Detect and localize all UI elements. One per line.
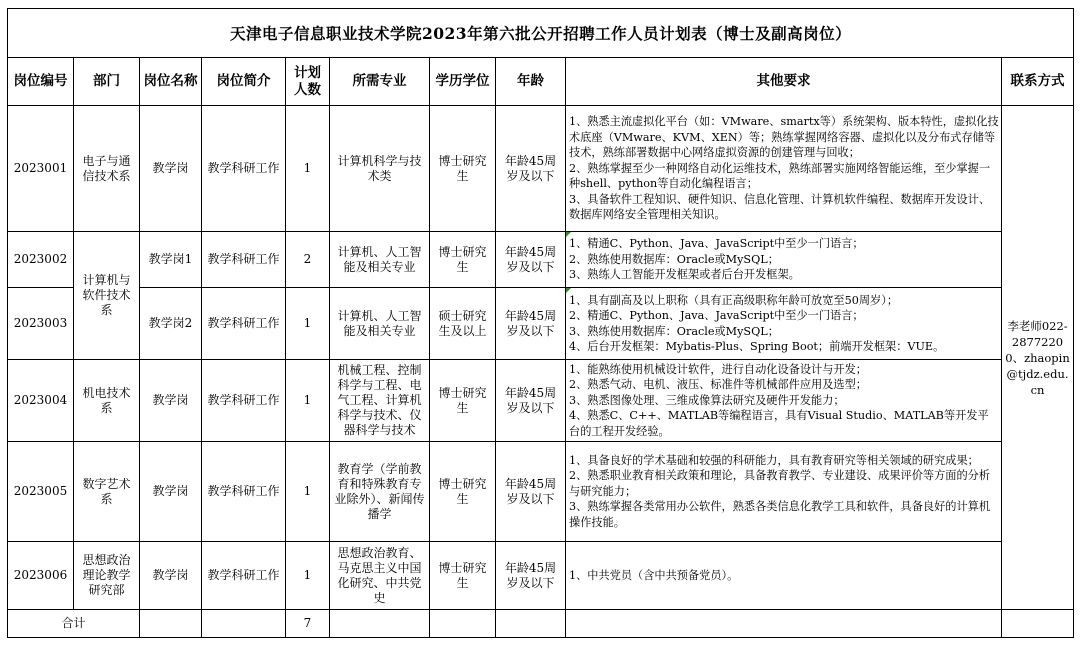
cell-requirements	[566, 442, 1002, 542]
requirement-line: 3、熟练人工智能开发框架或者后台开发框架。	[569, 268, 800, 282]
cell-name: 教学岗	[140, 360, 202, 442]
table-row	[8, 360, 1074, 442]
cell-requirements	[566, 106, 1002, 232]
cell-count: 1	[286, 442, 330, 542]
cell-degree: 博士研究生	[430, 360, 496, 442]
requirement-line: 1、精通C、Python、Java、JavaScript中至少一门语言；	[569, 237, 864, 251]
cell-intro: 教学科研工作	[202, 106, 286, 232]
table-title: 天津电子信息职业技术学院2023年第六批公开招聘工作人员计划表（博士及副高岗位）	[8, 9, 1074, 58]
requirement-line: 1、具备良好的学术基础和较强的科研能力，具有教育研究等相关领域的研究成果；	[569, 453, 979, 467]
requirement-line: 3、熟练使用数据库：Oracle或MySQL；	[569, 324, 779, 338]
cell-intro: 教学科研工作	[202, 232, 286, 288]
cell-code: 2023003	[8, 288, 74, 360]
requirement-line: 2、熟练使用数据库：Oracle或MySQL；	[569, 252, 779, 266]
cell-name: 教学岗2	[140, 288, 202, 360]
header-major: 所需专业	[330, 58, 430, 106]
cell-requirements	[566, 288, 1002, 360]
table-row	[8, 288, 1074, 360]
requirement-line: 2、熟悉气动、电机、液压、标准件等机械部件应用及选型；	[569, 378, 867, 392]
cell-dept: 电子与通信技术系	[74, 106, 140, 232]
cell-degree: 硕士研究生及以上	[430, 288, 496, 360]
cell-major: 思想政治教育、马克思主义中国化研究、中共党史	[330, 542, 430, 610]
header-degree: 学历学位	[430, 58, 496, 106]
requirement-line: 4、后台开发框架：Mybatis-Plus、Spring Boot；前端开发框架：VUE。	[569, 340, 945, 353]
cell-intro: 教学科研工作	[202, 442, 286, 542]
cell-count: 1	[286, 542, 330, 610]
cell-dept: 机电技术系	[74, 360, 140, 442]
cell-intro: 教学科研工作	[202, 288, 286, 360]
header-contact: 联系方式	[1002, 58, 1074, 106]
cell-count: 1	[286, 288, 330, 360]
header-dept: 部门	[74, 58, 140, 106]
cell-age: 年龄45周岁及以下	[496, 542, 566, 610]
cell-degree: 博士研究生	[430, 232, 496, 288]
cell-degree: 博士研究生	[430, 542, 496, 610]
cell-age: 年龄45周岁及以下	[496, 288, 566, 360]
cell-age: 年龄45周岁及以下	[496, 106, 566, 232]
header-name: 岗位名称	[140, 58, 202, 106]
recruitment-table	[7, 8, 1074, 638]
cell-requirements	[566, 360, 1002, 442]
cell-dept: 思想政治理论教学研究部	[74, 542, 140, 610]
total-row	[8, 610, 1074, 638]
total-label: 合计	[8, 610, 140, 638]
cell-dept: 计算机与软件技术系	[74, 232, 140, 360]
cell-major: 机械工程、控制科学与工程、电气工程、计算机科学与技术、仪器科学与技术	[330, 360, 430, 442]
cell-major: 计算机、人工智能及相关专业	[330, 288, 430, 360]
cell-intro: 教学科研工作	[202, 542, 286, 610]
cell-age: 年龄45周岁及以下	[496, 360, 566, 442]
cell-degree: 博士研究生	[430, 106, 496, 232]
cell-intro: 教学科研工作	[202, 360, 286, 442]
requirement-line: 2、精通C、Python、Java、JavaScript中至少一门语言；	[569, 309, 864, 322]
cell-name: 教学岗	[140, 442, 202, 542]
cell-code: 2023006	[8, 542, 74, 610]
header-code: 岗位编号	[8, 58, 74, 106]
header-intro: 岗位简介	[202, 58, 286, 106]
requirement-line: 3、熟悉图像处理、三维成像算法研究及硬件开发能力；	[569, 393, 845, 407]
requirement-line: 2、熟悉职业教育相关政策和理论，具备教育教学、专业建设、成果评价等方面的分析与研究能力；	[569, 469, 991, 498]
requirement-line: 4、熟悉C、C++、MATLAB等编程语言，具有Visual Studio、MATLAB等开发平台的工程开发经验。	[569, 409, 989, 438]
requirement-line: 3、具备软件工程知识、硬件知识、信息化管理、计算机软件编程、数据库开发设计、数据库网络安全管理相关知识。	[569, 192, 991, 222]
cell-degree: 博士研究生	[430, 442, 496, 542]
cell-major: 教育学（学前教育和特殊教育专业除外）、新闻传播学	[330, 442, 430, 542]
cell-requirements	[566, 232, 1002, 288]
cell-count: 1	[286, 106, 330, 232]
cell-name: 教学岗	[140, 542, 202, 610]
requirement-line: 1、具有副高及以上职称（具有正高级职称年龄可放宽至50周岁）；	[569, 293, 899, 307]
cell-count: 2	[286, 232, 330, 288]
table-row	[8, 232, 1074, 288]
requirement-line: 1、熟悉主流虚拟化平台（如：VMware、smartx等）系统架构、版本特性，虚拟化技术底座（VMware、KVM、XEN）等；熟练掌握网络容器、虚拟化以及分布式存储等技术，熟练部署数据中心网络虚拟资源的创建管理与回收；	[569, 115, 999, 160]
requirement-line: 1、中共党员（含中共预备党员）。	[569, 568, 739, 582]
cell-code: 2023002	[8, 232, 74, 288]
header-age: 年龄	[496, 58, 566, 106]
cell-major: 计算机、人工智能及相关专业	[330, 232, 430, 288]
header-row	[8, 58, 1074, 106]
cell-major: 计算机科学与技术类	[330, 106, 430, 232]
cell-contact: 李老师022-28772200、zhaopin@tjdz.edu.cn	[1002, 106, 1074, 610]
cell-age: 年龄45周岁及以下	[496, 442, 566, 542]
requirement-line: 1、能熟练使用机械设计软件，进行自动化设备设计与开发；	[569, 362, 867, 376]
cell-code: 2023005	[8, 442, 74, 542]
cell-dept: 数字艺术系	[74, 442, 140, 542]
header-other: 其他要求	[566, 58, 1002, 106]
table-row	[8, 542, 1074, 610]
total-count: 7	[286, 610, 330, 638]
cell-count: 1	[286, 360, 330, 442]
cell-code: 2023004	[8, 360, 74, 442]
cell-requirements	[566, 542, 1002, 610]
table-row	[8, 106, 1074, 232]
requirement-line: 2、熟练掌握至少一种网络自动化运维技术，熟练部署实施网络智能运维，至少掌握一种shell、python等自动化编程语言；	[569, 161, 991, 191]
requirement-line: 3、熟练掌握各类常用办公软件，熟悉各类信息化教学工具和软件，具备良好的计算机操作技能。	[569, 500, 991, 529]
header-count: 计划人数	[286, 58, 330, 106]
cell-code: 2023001	[8, 106, 74, 232]
table-row	[8, 442, 1074, 542]
cell-name: 教学岗	[140, 106, 202, 232]
cell-age: 年龄45周岁及以下	[496, 232, 566, 288]
cell-name: 教学岗1	[140, 232, 202, 288]
